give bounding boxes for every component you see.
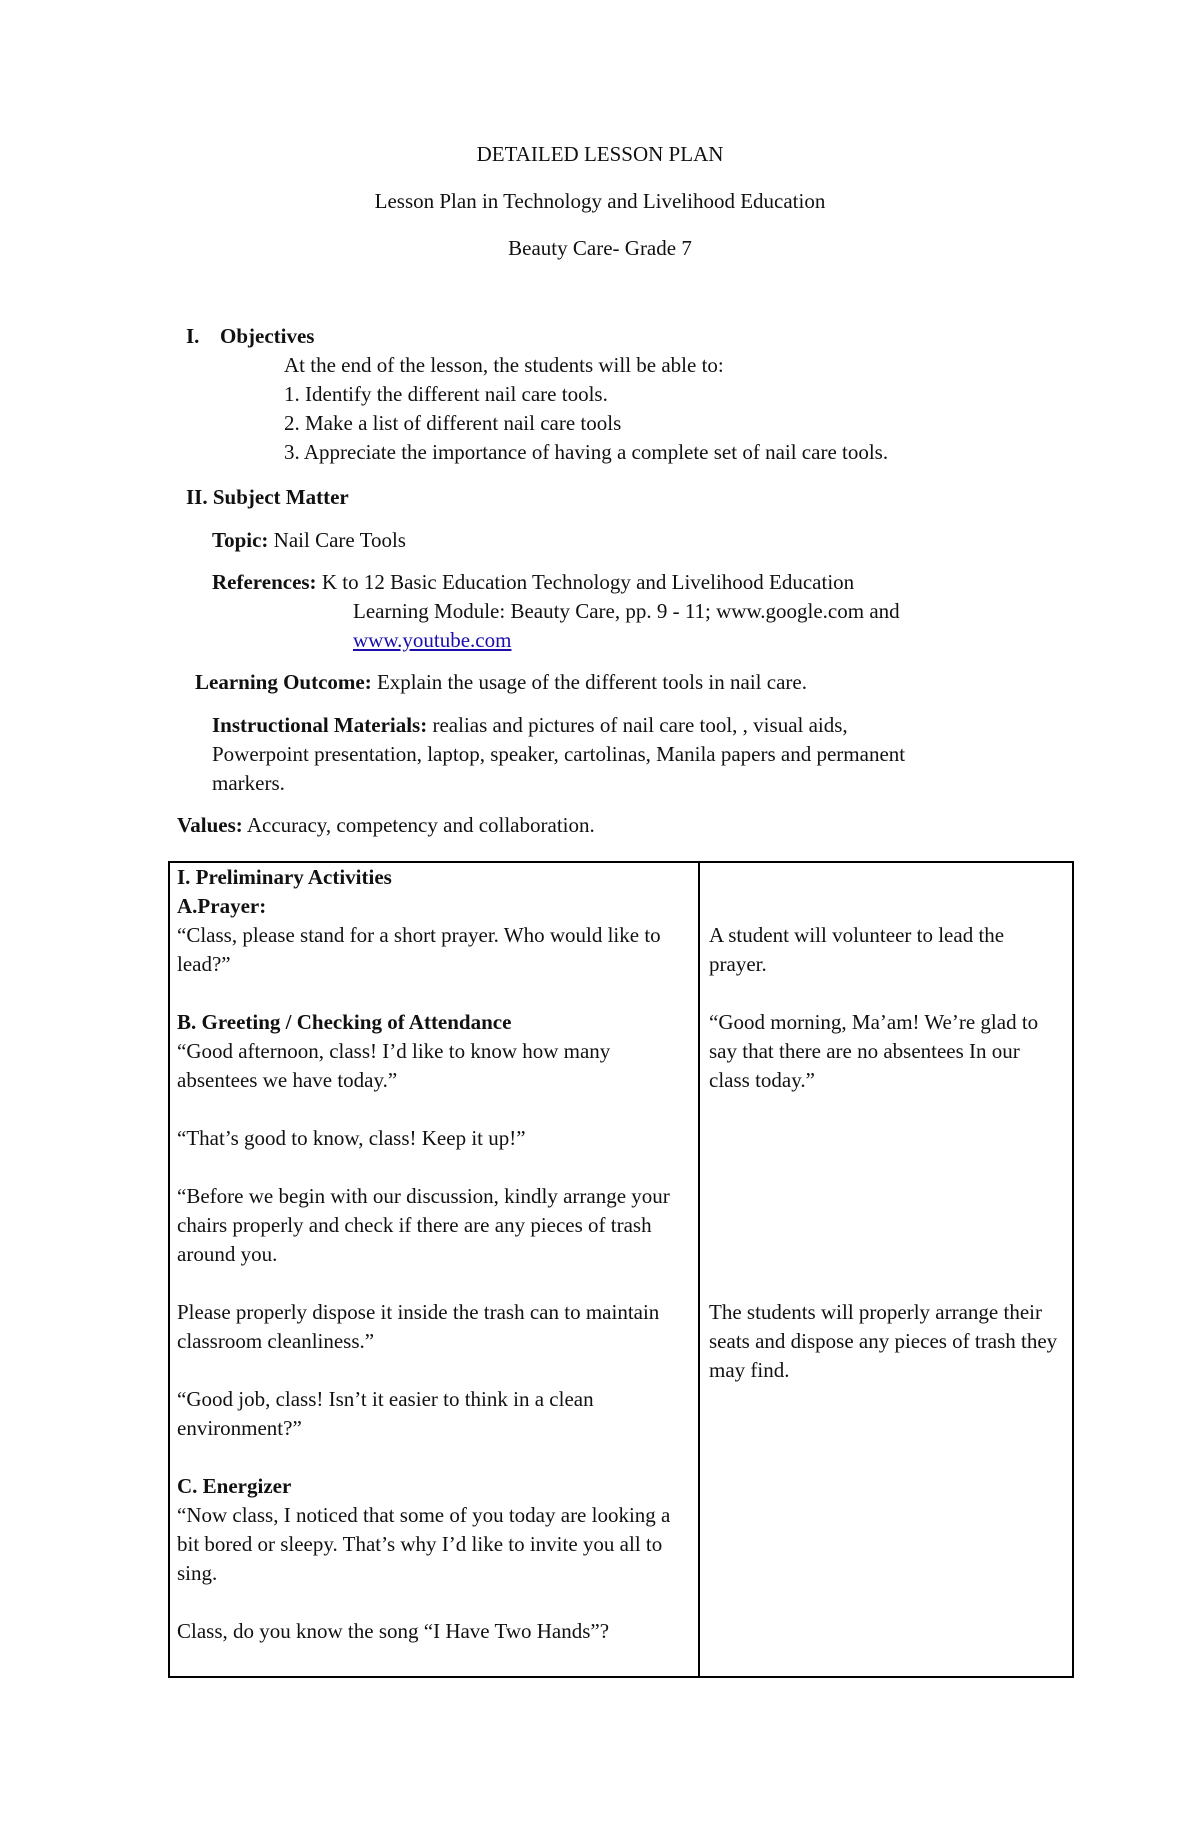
energizer-heading: C. Energizer [177, 1474, 292, 1498]
materials-text-3: markers. [212, 771, 285, 795]
materials-label: Instructional Materials: [212, 713, 428, 737]
objectives-heading: Objectives [220, 324, 315, 348]
good-job-text: “Good job, class! Isn’t it easier to think in a clean environment?” [177, 1387, 594, 1440]
arrange-seats-text: The students will properly arrange their seats and dispose any pieces of trash they may find. [709, 1300, 1058, 1382]
values-label: Values: [177, 813, 243, 837]
subject-matter-heading: II. Subject Matter [186, 485, 349, 509]
references-label: References: [212, 570, 317, 594]
dispose-trash-text: Please properly dispose it inside the trash can to maintain classroom cleanliness.” [177, 1300, 660, 1353]
objective-item-2: 2. Make a list of different nail care tools [284, 411, 622, 435]
objective-item-1: 1. Identify the different nail care tools. [284, 382, 608, 406]
values-line [177, 811, 595, 840]
references-text-1: K to 12 Basic Education Technology and Livelihood Education [321, 570, 855, 594]
song-question-text: Class, do you know the song “I Have Two Hands”? [177, 1619, 610, 1643]
learning-outcome-label: Learning Outcome: [195, 670, 372, 694]
values-value: Accuracy, competency and collaboration. [246, 813, 595, 837]
volunteer-text: A student will volunteer to lead the prayer. [709, 923, 1005, 976]
objectives-numeral: I. [186, 324, 200, 348]
references-text-2: Learning Module: Beauty Care, pp. 9 - 11; www.google.com and [353, 599, 900, 623]
good-to-know-text: “That’s good to know, class! Keep it up!” [177, 1126, 526, 1150]
grade-line: Beauty Care- Grade 7 [508, 236, 692, 260]
student-arrange-cell [709, 1298, 1064, 1385]
greeting-text: “Good afternoon, class! I’d like to know how many absentees we have today.” [177, 1039, 611, 1092]
document-subtitle: Lesson Plan in Technology and Livelihood Education [374, 189, 826, 213]
learning-outcome-line [195, 668, 807, 697]
teacher-activity-column [177, 863, 692, 1646]
prayer-heading: A.Prayer: [177, 894, 267, 918]
student-activity-column [709, 921, 1064, 1095]
table-column-divider [698, 863, 700, 1676]
youtube-link[interactable]: www.youtube.com [353, 628, 512, 652]
preliminary-activities-heading: I. Preliminary Activities [177, 865, 392, 889]
topic-value: Nail Care Tools [273, 528, 406, 552]
learning-outcome-value: Explain the usage of the different tools in nail care. [376, 670, 807, 694]
document-title: DETAILED LESSON PLAN [476, 142, 724, 166]
materials-line-1 [212, 711, 848, 740]
energizer-text: “Now class, I noticed that some of you today are looking a bit bored or sleepy. That’s why I’d like to invite you all to sing. [177, 1503, 671, 1585]
greeting-heading: B. Greeting / Checking of Attendance [177, 1010, 512, 1034]
objectives-intro: At the end of the lesson, the students will be able to: [284, 353, 724, 377]
topic-line [212, 526, 406, 555]
lesson-procedure-table [168, 861, 1074, 1678]
arrange-chairs-text: “Before we begin with our discussion, kindly arrange your chairs properly and check if there are any pieces of trash around you. [177, 1184, 670, 1266]
objective-item-3: 3. Appreciate the importance of having a complete set of nail care tools. [284, 440, 889, 464]
references-line [212, 568, 854, 597]
topic-label: Topic: [212, 528, 269, 552]
materials-text-2: Powerpoint presentation, laptop, speaker, cartolinas, Manila papers and permanent [212, 742, 906, 766]
good-morning-text: “Good morning, Ma’am! We’re glad to say that there are no absentees In our class today.” [709, 1010, 1039, 1092]
prayer-text: “Class, please stand for a short prayer. Who would like to lead?” [177, 923, 661, 976]
materials-text-1: realias and pictures of nail care tool, , visual aids, [432, 713, 848, 737]
